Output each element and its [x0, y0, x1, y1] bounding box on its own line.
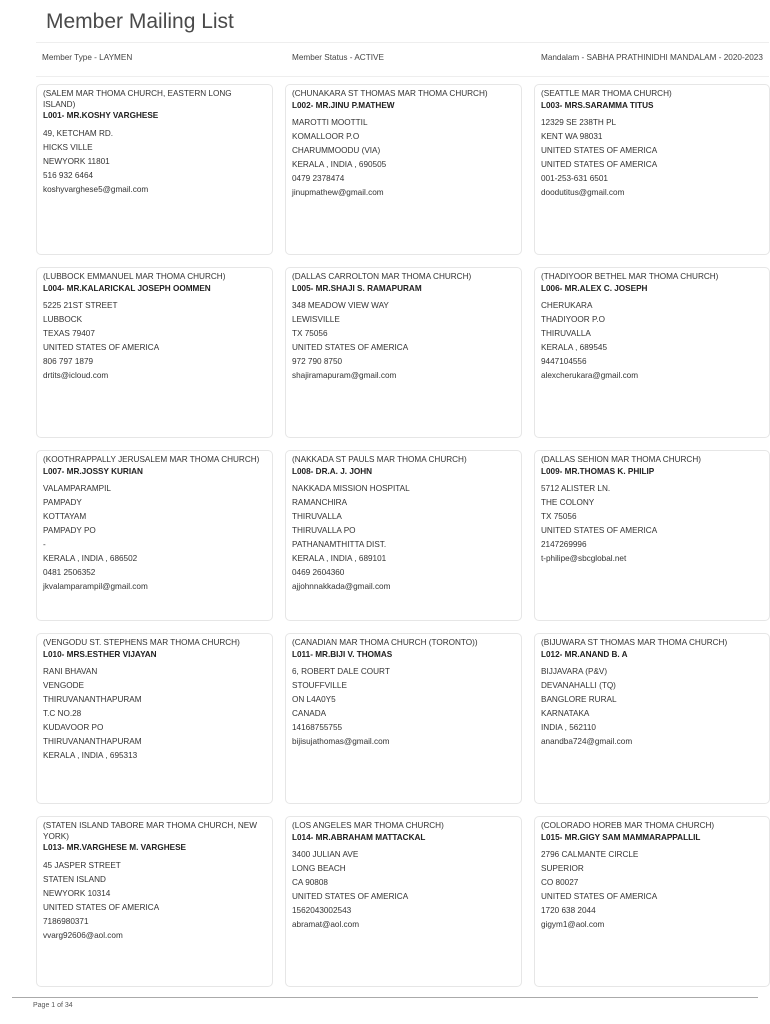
- address-line: MAROTTI MOOTTIL: [292, 118, 368, 127]
- address-line: CANADA: [292, 709, 327, 718]
- address-line: CO 80027: [541, 878, 579, 887]
- address-line: NAKKADA MISSION HOSPITAL: [292, 484, 410, 493]
- address-line: KOMALLOOR P.O: [292, 132, 360, 141]
- member-card-grid: [36, 84, 770, 987]
- address-line: vvarg92606@aol.com: [43, 930, 123, 940]
- address-line: jkvalamparampil@gmail.com: [43, 582, 148, 591]
- address-line: PAMPADY PO: [43, 526, 96, 535]
- address-line: LUBBOCK: [43, 315, 83, 324]
- member-card: [534, 816, 770, 987]
- address-line: THIRUVANANTHAPURAM: [43, 737, 142, 746]
- address-line: KERALA , INDIA , 690505: [292, 160, 387, 169]
- member-card: [534, 450, 770, 621]
- address-line: 0481 2506352: [43, 568, 96, 577]
- address-line: KENT WA 98031: [541, 132, 603, 141]
- address-line: 972 790 8750: [292, 357, 343, 366]
- member-name: L015- MR.GIGY SAM MAMMARAPPALLIL: [541, 832, 701, 842]
- address-line: abramat@aol.com: [292, 920, 360, 929]
- church-name: (DALLAS SEHION MAR THOMA CHURCH): [541, 455, 701, 464]
- address-line: UNITED STATES OF AMERICA: [541, 160, 658, 169]
- member-card: [285, 633, 522, 804]
- address-line: gigym1@aol.com: [541, 920, 605, 929]
- address-line: NEWYORK 10314: [43, 888, 111, 898]
- address-line: STATEN ISLAND: [43, 874, 106, 884]
- address-line: CA 90808: [292, 878, 328, 887]
- page-number: Page 1 of 34: [33, 1002, 73, 1009]
- address-line: INDIA , 562110: [541, 723, 596, 732]
- address-line: 5225 21ST STREET: [43, 301, 118, 310]
- member-card: [285, 450, 522, 621]
- address-line: UNITED STATES OF AMERICA: [43, 902, 160, 912]
- page-title: Member Mailing List: [46, 10, 234, 33]
- address-line: 348 MEADOW VIEW WAY: [292, 301, 389, 310]
- church-name: (STATEN ISLAND TABORE MAR THOMA CHURCH, NEW YORK): [43, 821, 257, 841]
- member-name: L009- MR.THOMAS K. PHILIP: [541, 466, 655, 476]
- church-name: (LOS ANGELES MAR THOMA CHURCH): [292, 821, 444, 830]
- address-line: 806 797 1879: [43, 357, 94, 366]
- address-line: 2796 CALMANTE CIRCLE: [541, 850, 639, 859]
- address-line: 1562043002543: [292, 906, 352, 915]
- member-status-label: Member Status - ACTIVE: [292, 53, 384, 62]
- address-line: LONG BEACH: [292, 864, 346, 873]
- member-name: L014- MR.ABRAHAM MATTACKAL: [292, 832, 426, 842]
- address-line: THIRUVANANTHAPURAM: [43, 695, 142, 704]
- address-line: UNITED STATES OF AMERICA: [292, 343, 409, 352]
- address-line: TX 75056: [541, 512, 577, 521]
- address-line: KERALA , INDIA , 695313: [43, 751, 138, 760]
- address-line: UNITED STATES OF AMERICA: [541, 146, 658, 155]
- church-name: (SEATTLE MAR THOMA CHURCH): [541, 89, 672, 98]
- member-name: L001- MR.KOSHY VARGHESE: [43, 111, 159, 120]
- member-name: L013- MR.VARGHESE M. VARGHESE: [43, 843, 186, 852]
- address-line: drtits@icloud.com: [43, 371, 109, 380]
- address-line: 0479 2378474: [292, 174, 345, 183]
- church-name: (KOOTHRAPPALLY JERUSALEM MAR THOMA CHURCH): [43, 455, 260, 464]
- address-line: DEVANAHALLI (TQ): [541, 681, 616, 690]
- address-line: 6, ROBERT DALE COURT: [292, 667, 390, 676]
- church-name: (CHUNAKARA ST THOMAS MAR THOMA CHURCH): [292, 89, 488, 98]
- member-name: L008- DR.A. J. JOHN: [292, 466, 373, 476]
- address-line: bijisujathomas@gmail.com: [292, 737, 390, 746]
- address-line: alexcherukara@gmail.com: [541, 371, 639, 380]
- member-card: [36, 450, 273, 621]
- member-name: L004- MR.KALARICKAL JOSEPH OOMMEN: [43, 283, 211, 293]
- member-card: [36, 267, 273, 438]
- address-line: BIJJAVARA (P&V): [541, 667, 608, 676]
- church-name: (CANADIAN MAR THOMA CHURCH (TORONTO)): [292, 638, 478, 647]
- address-line: THIRUVALLA: [292, 512, 342, 521]
- address-line: 12329 SE 238TH PL: [541, 118, 617, 127]
- church-name: (DALLAS CARROLTON MAR THOMA CHURCH): [292, 272, 472, 281]
- address-line: UNITED STATES OF AMERICA: [541, 526, 658, 535]
- member-name: L002- MR.JINU P.MATHEW: [292, 100, 395, 110]
- member-card: [534, 267, 770, 438]
- member-name: L010- MRS.ESTHER VIJAYAN: [43, 649, 157, 659]
- member-name: L011- MR.BIJI V. THOMAS: [292, 649, 393, 659]
- address-line: 9447104556: [541, 357, 587, 366]
- address-line: TX 75056: [292, 329, 328, 338]
- member-card: [36, 84, 273, 255]
- address-line: UNITED STATES OF AMERICA: [541, 892, 658, 901]
- address-line: shajiramapuram@gmail.com: [292, 371, 397, 380]
- address-line: LEWISVILLE: [292, 315, 340, 324]
- address-line: jinupmathew@gmail.com: [292, 188, 384, 197]
- church-name: (NAKKADA ST PAULS MAR THOMA CHURCH): [292, 455, 467, 464]
- address-line: koshyvarghese5@gmail.com: [43, 184, 149, 194]
- address-line: doodutitus@gmail.com: [541, 188, 625, 197]
- address-line: VALAMPARAMPIL: [43, 484, 111, 493]
- address-line: THADIYOOR P.O: [541, 315, 605, 324]
- address-line: ON L4A0Y5: [292, 695, 336, 704]
- address-line: THIRUVALLA: [541, 329, 591, 338]
- address-line: THE COLONY: [541, 498, 595, 507]
- filter-header-row: [36, 44, 769, 77]
- mandalam-label: Mandalam - SABHA PRATHINIDHI MANDALAM - 2020-2023: [541, 53, 763, 62]
- address-line: KERALA , 689545: [541, 343, 608, 352]
- address-line: KARNATAKA: [541, 709, 590, 718]
- member-name: L003- MRS.SARAMMA TITUS: [541, 100, 654, 110]
- address-line: SUPERIOR: [541, 864, 584, 873]
- member-name: L007- MR.JOSSY KURIAN: [43, 466, 143, 476]
- address-line: ajjohnnakkada@gmail.com: [292, 582, 391, 591]
- address-line: -: [43, 540, 46, 549]
- address-line: T.C NO.28: [43, 709, 82, 718]
- address-line: RANI BHAVAN: [43, 667, 98, 676]
- address-line: STOUFFVILLE: [292, 681, 347, 690]
- member-card: [534, 84, 770, 255]
- member-card: [285, 816, 522, 987]
- member-card: [285, 267, 522, 438]
- footer-divider: [12, 997, 758, 998]
- address-line: t-philipe@sbcglobal.net: [541, 554, 627, 563]
- address-line: 49, KETCHAM RD.: [43, 128, 114, 138]
- address-line: 45 JASPER STREET: [43, 860, 121, 870]
- address-line: 7186980371: [43, 916, 89, 926]
- member-card: [285, 84, 522, 255]
- address-line: 1720 638 2044: [541, 906, 596, 915]
- address-line: THIRUVALLA PO: [292, 526, 356, 535]
- church-name: (COLORADO HOREB MAR THOMA CHURCH): [541, 821, 715, 830]
- address-line: 001-253-631 6501: [541, 174, 608, 183]
- address-line: KUDAVOOR PO: [43, 723, 104, 732]
- address-line: KERALA , INDIA , 686502: [43, 554, 138, 563]
- address-line: CHERUKARA: [541, 301, 593, 310]
- address-line: 5712 ALISTER LN.: [541, 484, 611, 493]
- address-line: TEXAS 79407: [43, 329, 95, 338]
- member-type-label: Member Type - LAYMEN: [42, 53, 133, 62]
- address-line: KERALA , INDIA , 689101: [292, 554, 387, 563]
- address-line: UNITED STATES OF AMERICA: [43, 343, 160, 352]
- member-card: [534, 633, 770, 804]
- address-line: VENGODE: [43, 681, 84, 690]
- title-divider: [36, 42, 769, 43]
- church-name: (VENGODU ST. STEPHENS MAR THOMA CHURCH): [43, 638, 240, 647]
- address-line: 14168755755: [292, 723, 343, 732]
- address-line: NEWYORK 11801: [43, 156, 110, 166]
- address-line: 2147269996: [541, 540, 587, 549]
- church-name: (SALEM MAR THOMA CHURCH, EASTERN LONG ISLAND): [43, 89, 232, 109]
- address-line: HICKS VILLE: [43, 142, 93, 152]
- address-line: BANGLORE RURAL: [541, 695, 617, 704]
- address-line: KOTTAYAM: [43, 512, 87, 521]
- address-line: 0469 2604360: [292, 568, 345, 577]
- member-card: [36, 816, 273, 987]
- address-line: CHARUMMOODU (VIA): [292, 146, 381, 155]
- address-line: UNITED STATES OF AMERICA: [292, 892, 409, 901]
- address-line: PAMPADY: [43, 498, 82, 507]
- address-line: anandba724@gmail.com: [541, 737, 633, 746]
- church-name: (THADIYOOR BETHEL MAR THOMA CHURCH): [541, 272, 719, 281]
- member-name: L012- MR.ANAND B. A: [541, 649, 628, 659]
- address-line: PATHANAMTHITTA DIST.: [292, 540, 387, 549]
- address-line: RAMANCHIRA: [292, 498, 348, 507]
- church-name: (BIJUWARA ST THOMAS MAR THOMA CHURCH): [541, 638, 728, 647]
- address-line: 3400 JULIAN AVE: [292, 850, 359, 859]
- member-name: L005- MR.SHAJI S. RAMAPURAM: [292, 283, 422, 293]
- member-name: L006- MR.ALEX C. JOSEPH: [541, 283, 648, 293]
- church-name: (LUBBOCK EMMANUEL MAR THOMA CHURCH): [43, 272, 226, 281]
- member-card: [36, 633, 273, 804]
- address-line: 516 932 6464: [43, 170, 94, 180]
